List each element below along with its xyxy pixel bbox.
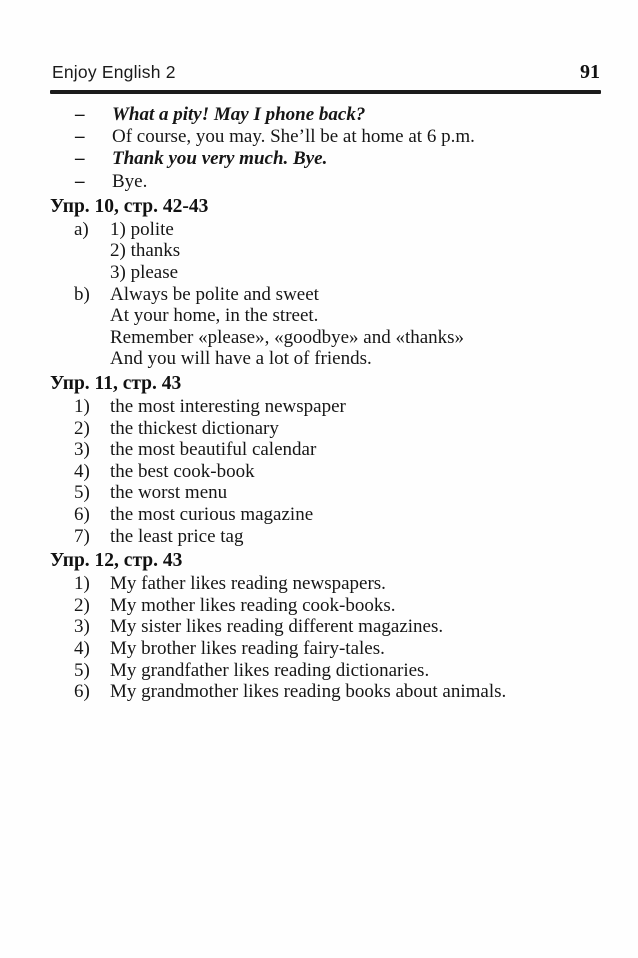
answer-text: the thickest dictionary <box>110 417 279 439</box>
exercise-12-item <box>0 660 638 682</box>
answer-text: the least price tag <box>110 525 244 547</box>
answer-text: My grandmother likes reading books about animals. <box>110 681 507 703</box>
answer-text: 3) please <box>110 262 179 283</box>
dialogue-dash: – <box>75 104 85 125</box>
header-rule <box>50 90 601 94</box>
item-number: 4) <box>74 460 90 482</box>
part-label: a) <box>74 218 89 240</box>
part-label <box>74 327 110 349</box>
answer-text: My sister likes reading different magazines. <box>110 616 444 638</box>
dialogue-dash: – <box>75 170 85 192</box>
exercise-11-heading: Упр. 11, стр. 43 <box>50 372 182 394</box>
answer-text: My grandfather likes reading dictionaries. <box>110 659 430 681</box>
running-title: Enjoy English 2 <box>52 62 176 82</box>
item-number: 3) <box>74 616 90 638</box>
dialogue-line <box>0 148 638 170</box>
poem-line: Remember «please», «goodbye» and «thanks» <box>110 326 465 348</box>
item-number: 6) <box>74 503 90 525</box>
answer-text: My mother likes reading cook-books. <box>110 594 396 616</box>
page-header <box>0 0 638 84</box>
exercise-12-item <box>0 595 638 617</box>
exercise-10-part-a-row <box>0 240 638 262</box>
exercise-10-part-b-row <box>0 284 638 306</box>
dialogue-block <box>0 104 638 193</box>
item-number: 6) <box>74 681 90 703</box>
dialogue-text: Of course, you may. She’ll be at home at 6 p.m. <box>112 126 475 148</box>
exercise-11-item <box>0 482 638 504</box>
item-number: 5) <box>74 482 90 504</box>
exercise-10-part-b-row <box>0 305 638 327</box>
answer-text: the worst menu <box>110 482 228 504</box>
answer-text: the most beautiful calendar <box>110 439 317 461</box>
exercise-10-part-a-row <box>0 262 638 284</box>
exercise-11-item <box>0 504 638 526</box>
exercise-10-heading: Упр. 10, стр. 42-43 <box>50 195 209 217</box>
exercise-11-item <box>0 418 638 440</box>
dialogue-text: Bye. <box>112 170 148 192</box>
item-number: 4) <box>74 637 90 659</box>
dialogue-line <box>0 171 638 193</box>
answer-text: 1) polite <box>110 218 174 240</box>
dialogue-dash: – <box>75 148 85 170</box>
exercise-10-part-b-row <box>0 348 638 370</box>
part-label <box>74 348 110 370</box>
item-number: 1) <box>74 573 90 595</box>
exercise-11-item <box>0 439 638 461</box>
part-label <box>74 262 110 284</box>
part-label: b) <box>74 283 90 305</box>
dialogue-text: What a pity! May I phone back? <box>112 104 366 125</box>
item-number: 1) <box>74 395 90 417</box>
dialogue-line <box>0 104 638 126</box>
answer-text: 2) thanks <box>110 240 181 262</box>
poem-line: Always be polite and sweet <box>110 283 319 305</box>
answer-text: My father likes reading newspapers. <box>110 573 386 595</box>
answer-text: the best cook-book <box>110 460 255 482</box>
item-number: 2) <box>74 417 90 439</box>
item-number: 2) <box>74 594 90 616</box>
part-label <box>74 305 110 327</box>
exercise-10-part-b-row <box>0 327 638 349</box>
exercise-12-item <box>0 638 638 660</box>
exercise-11-item <box>0 396 638 418</box>
exercise-11-item <box>0 526 638 548</box>
poem-line: At your home, in the street. <box>110 305 319 327</box>
poem-line: And you will have a lot of friends. <box>110 348 372 370</box>
exercise-12-item <box>0 616 638 638</box>
item-number: 7) <box>74 525 90 547</box>
exercise-10-part-a-row <box>0 219 638 241</box>
part-label <box>74 240 110 262</box>
page-number: 91 <box>580 61 600 83</box>
exercise-11-item <box>0 461 638 483</box>
exercise-12-item <box>0 681 638 703</box>
dialogue-line <box>0 126 638 148</box>
answer-text: the most interesting newspaper <box>110 395 346 417</box>
dialogue-dash: – <box>75 126 85 148</box>
answer-text: My brother likes reading fairy-tales. <box>110 637 385 659</box>
answer-text: the most curious magazine <box>110 503 314 525</box>
item-number: 3) <box>74 439 90 461</box>
dialogue-text: Thank you very much. Bye. <box>112 148 328 170</box>
exercise-12-heading: Упр. 12, стр. 43 <box>50 550 183 572</box>
exercise-12-item <box>0 573 638 595</box>
item-number: 5) <box>74 659 90 681</box>
